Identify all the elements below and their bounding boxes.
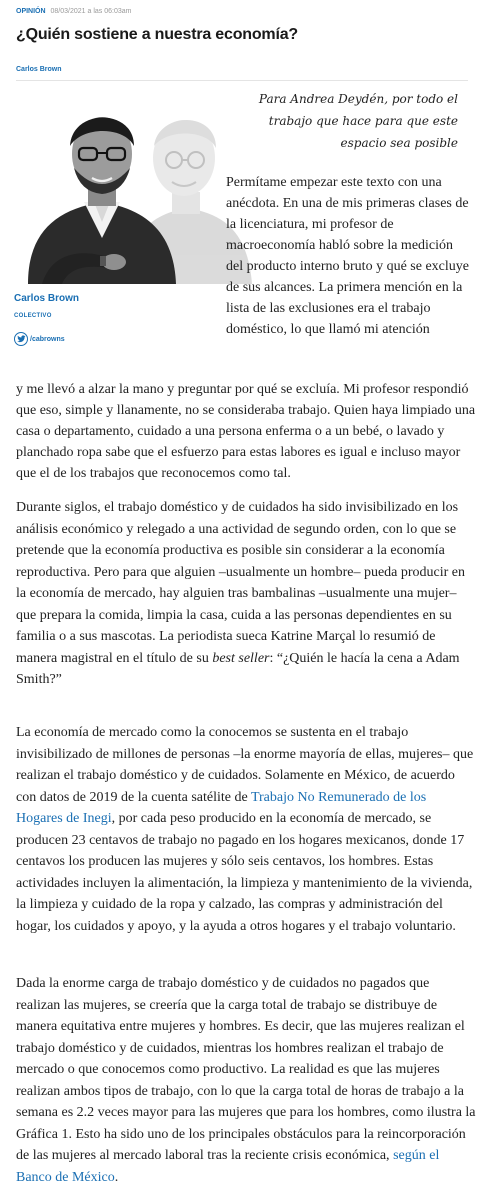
paragraph-2 <box>16 497 478 691</box>
paragraph-3-text-b: , por cada peso producido en la economía de mercado, se producen 23 centavos de trabajo no pagado en los hogares mexicanos, donde 17 centavos los producen las mujeres y sólo seis centavos, los hombres. Estas actividades incluyen la alimentación, la limpieza y mantenimiento de la vivienda, la limpieza y cuidado de la ropa y calzado, las compras y administración del hogar, los cuidados y apoyo, y la ayuda a otros hogares y el trabajo voluntario. <box>16 811 473 934</box>
byline-author-link[interactable]: Carlos Brown <box>16 66 62 73</box>
page-title: ¿Quién sostiene a nuestra economía? <box>16 26 298 43</box>
paragraph-2-emphasis: best seller <box>212 650 270 666</box>
dedication: Para Andrea Deydén, por todo el trabajo que hace para que este espacio sea posible <box>258 92 458 150</box>
paragraph-2-text-b: : “¿Quién le hacía la cena a Adam Smith?” <box>16 650 460 687</box>
twitter-handle: /cabrowns <box>30 335 65 343</box>
article-meta <box>16 8 131 15</box>
paragraph-2-text-a: Durante siglos, el trabajo doméstico y de cuidados ha sido invisibilizado en los análisis económico y relegado a una actividad de segundo orden, con lo que se pretende que la economía productiva es posible sin considerar a la economía reproductiva. Pero para que alguien –usualmente un hombre– pueda producir en la economía de mercado, hay alguien tras bambalinas –usualmente una mujer– que prepara la comida, limpia la casa, cuida a las personas dependientes en su familia o a sus mascotas. La periodista sueca Katrine Marçal lo resumió de manera magistral en el título de su <box>16 500 466 666</box>
twitter-link[interactable] <box>14 331 65 347</box>
paragraph-1-continued: y me llevó a alzar la mano y preguntar por qué se excluía. Mi profesor respondió que eso, simple y llanamente, no se consideraba trabajo. Quien haya limpiado una casa o departamento, cuidado a una persona enferma o a un bebé, o lavado y planchado ropa sabe que el esfuerzo para estas labores es igual e incluso mayor que el de los trabajos que reconocemos como tal. <box>16 382 476 481</box>
paragraph-4-text-b: . <box>114 1169 119 1185</box>
section-label[interactable]: OPINIÓN <box>16 8 46 15</box>
paragraph-4-text-a: Dada la enorme carga de trabajo doméstico y de cuidados no pagados que realizan las mujeres, se creería que la carga total de trabajo se distribuye de manera equitativa entre mujeres y hombres. Es decir, que las mujeres realizan el trabajo doméstico y de cuidados, mientras los hombres realizan el trabajo de mercado o que conocemos como productivo. La realidad es que las mujeres realizan ambos tipos de trabajo, con lo que la carga total de horas de trabajo a la semana es 2.2 veces mayor para las mujeres que para los hombres, como ilustra la Gráfica 1. Esto ha sido uno de los principales obstáculos para la reincorporación de las mujeres al mercado laboral tras la reciente crisis económica, <box>16 976 476 1163</box>
banxico-link[interactable]: según el Banco de México <box>16 1148 440 1185</box>
paragraph-3 <box>16 722 476 937</box>
author-role: COLECTIVO <box>14 313 52 319</box>
divider <box>16 80 468 81</box>
author-photo <box>12 88 256 284</box>
author-name[interactable]: Carlos Brown <box>14 293 80 304</box>
paragraph-1-intro: Permítame empezar este texto con una anécdota. En una de mis primeras clases de la licenciatura, mi profesor de macroeconomía habló sobre la medición del producto interno bruto y qué se excluye de sus alcances. La primera mención en la lista de las exclusiones era el trabajo doméstico, lo que llamó mi atención <box>226 175 469 337</box>
publish-date: 08/03/2021 a las 06:03am <box>50 8 132 15</box>
inegi-link[interactable]: Trabajo No Remunerado de los Hogares de Inegi <box>16 789 427 826</box>
paragraph-3-text-a: La economía de mercado como la conocemos se sustenta en el trabajo invisibilizado de millones de personas –la enorme mayoría de ellas, mujeres– que realizan el trabajo doméstico y de cuidados. Solamente en México, de acuerdo con datos de 2019 de la cuenta satélite de <box>16 725 474 805</box>
paragraph-4 <box>16 973 476 1188</box>
twitter-icon <box>14 332 28 346</box>
